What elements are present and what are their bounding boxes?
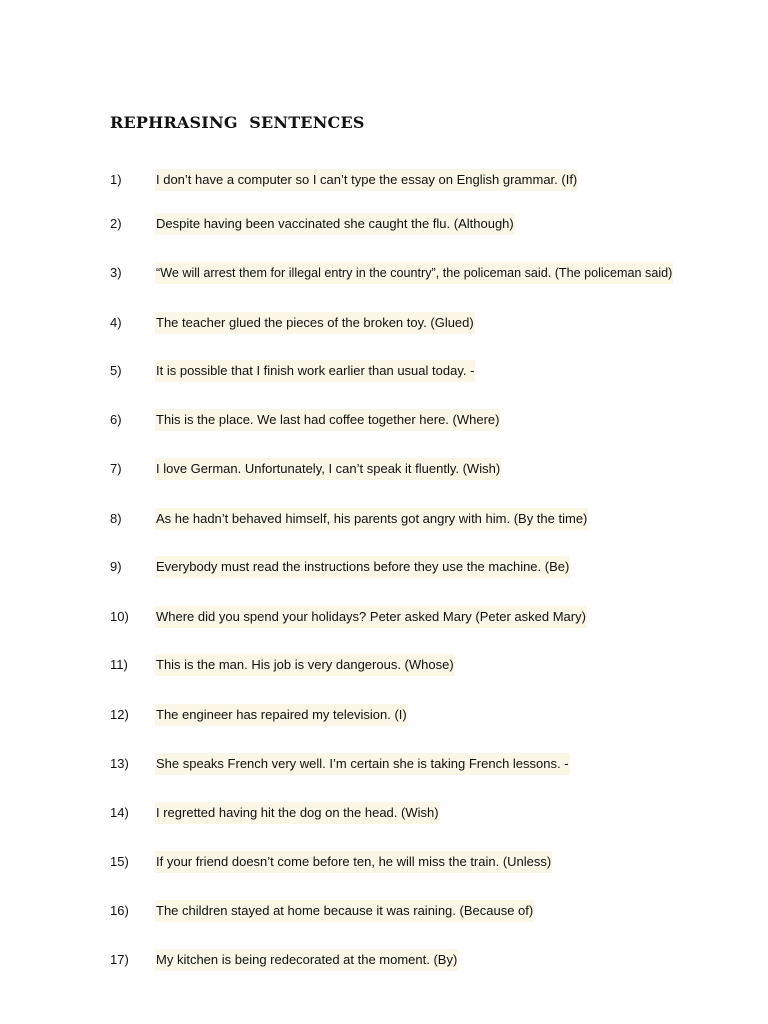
item-text: I don’t have a computer so I can’t type the essay on English grammar. (If) [155, 169, 578, 191]
item-text: Everybody must read the instructions before they use the machine. (Be) [155, 556, 570, 578]
item-number: 17) [110, 952, 129, 967]
item-number: 16) [110, 903, 129, 918]
item-number: 2) [110, 216, 122, 231]
item-text: If your friend doesn’t come before ten, he will miss the train. (Unless) [155, 851, 552, 873]
item-number: 4) [110, 315, 122, 330]
item-number: 8) [110, 511, 122, 526]
item-text: The teacher glued the pieces of the broken toy. (Glued) [155, 312, 475, 334]
item-number: 15) [110, 854, 129, 869]
item-text: The engineer has repaired my television. (I) [155, 704, 408, 726]
item-number: 1) [110, 172, 122, 187]
item-number: 7) [110, 461, 122, 476]
item-text: “We will arrest them for illegal entry in the country”, the policeman said. (The policeman said) [155, 262, 673, 284]
item-number: 3) [110, 265, 122, 280]
item-number: 12) [110, 707, 129, 722]
item-text: It is possible that I finish work earlier than usual today. - [155, 360, 475, 382]
item-number: 9) [110, 559, 122, 574]
item-text: Despite having been vaccinated she caught the flu. (Although) [155, 213, 515, 235]
item-number: 6) [110, 412, 122, 427]
item-number: 13) [110, 756, 129, 771]
item-number: 5) [110, 363, 122, 378]
item-text: This is the man. His job is very dangerous. (Whose) [155, 654, 455, 676]
item-number: 10) [110, 609, 129, 624]
item-number: 11) [110, 657, 128, 672]
page-title: REPHRASING SENTENCES [110, 113, 365, 132]
item-text: The children stayed at home because it was raining. (Because of) [155, 900, 534, 922]
item-text: This is the place. We last had coffee together here. (Where) [155, 409, 500, 431]
item-text: I love German. Unfortunately, I can’t speak it fluently. (Wish) [155, 458, 501, 480]
item-text: My kitchen is being redecorated at the moment. (By) [155, 949, 458, 971]
item-text: As he hadn’t behaved himself, his parents got angry with him. (By the time) [155, 508, 588, 530]
item-number: 14) [110, 805, 129, 820]
item-text: She speaks French very well. I’m certain she is taking French lessons. - [155, 753, 570, 775]
item-text: I regretted having hit the dog on the head. (Wish) [155, 802, 440, 824]
item-text: Where did you spend your holidays? Peter asked Mary (Peter asked Mary) [155, 606, 587, 628]
